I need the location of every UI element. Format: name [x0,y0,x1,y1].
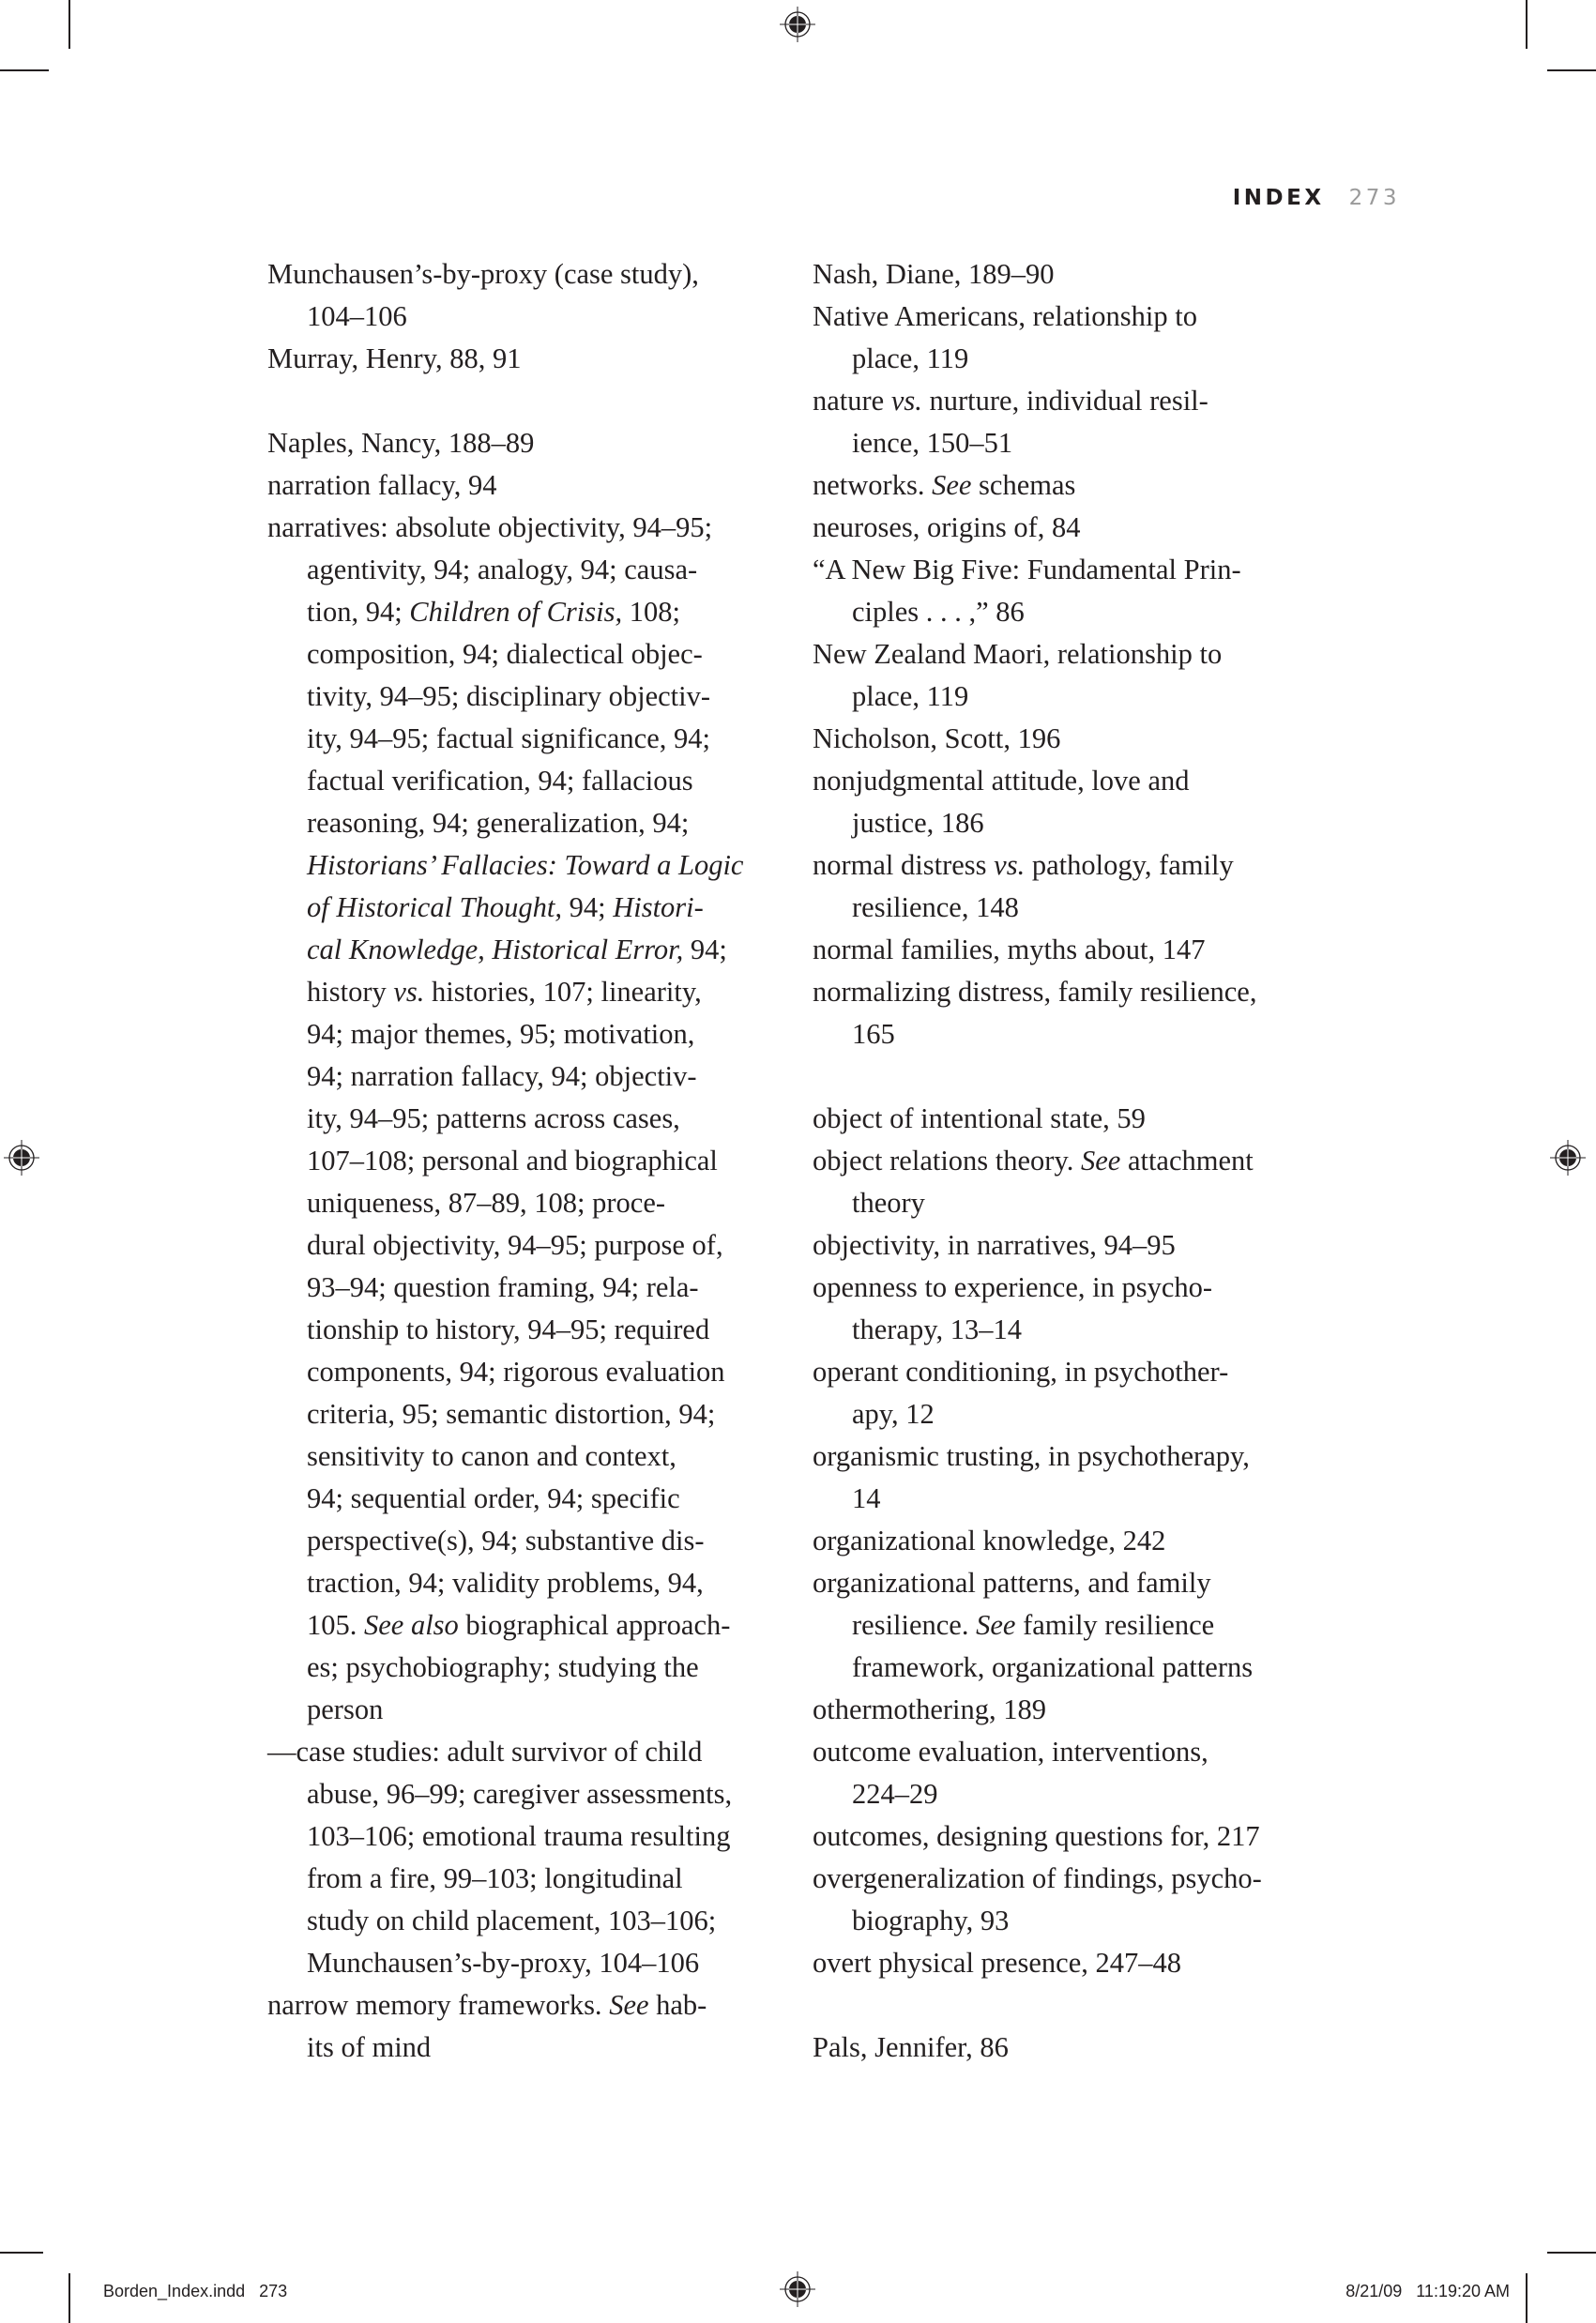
entry-text: Naples, Nancy, 188–89 [267,427,535,459]
index-entry [813,296,1338,338]
crop-mark-bottom-right [1526,2273,1528,2323]
italic-text: See [976,1609,1016,1641]
letter-group-gap [813,1984,1338,2027]
entry-text: es; psychobiography; studying the [307,1651,699,1683]
entry-text: resilience. [852,1609,977,1641]
index-entry-continuation [267,718,793,760]
index-entry [813,549,1338,591]
index-column-left [267,253,793,2069]
entry-text: tivity, 94–95; disciplinary objectiv- [307,680,711,712]
registration-target-icon [780,7,815,42]
entry-text: Munchausen’s-by-proxy, 104–106 [307,1947,700,1979]
index-entry-continuation [267,887,793,929]
index-entry-continuation [267,1435,793,1478]
index-entry-continuation [267,1309,793,1351]
entry-text: agentivity, 94; analogy, 94; causa- [307,554,698,585]
index-entry-continuation [267,1562,793,1604]
index-entry-continuation [267,844,793,887]
entry-text: tion, 94; [307,596,410,628]
entry-text: 94; major themes, 95; motivation, [307,1018,695,1050]
entry-text: abuse, 96–99; caregiver assessments, [307,1778,733,1810]
index-entry-continuation [267,1055,793,1098]
index-entry [267,422,793,464]
entry-text: organismic trusting, in psychotherapy, [813,1440,1250,1472]
index-entry [813,929,1338,971]
index-entry-continuation [267,296,793,338]
entry-text: 107–108; personal and biographical [307,1145,718,1177]
entry-text: overgeneralization of findings, psycho- [813,1862,1262,1894]
index-entry-continuation [813,1309,1338,1351]
entry-text: 165 [852,1018,895,1050]
crop-mark-top-right-h [1547,69,1596,71]
entry-text: openness to experience, in psycho- [813,1271,1213,1303]
entry-text: 93–94; question framing, 94; rela- [307,1271,699,1303]
entry-text: “A New Big Five: Fundamental Prin- [813,554,1241,585]
entry-text: family resilience [1015,1609,1215,1641]
entry-text: neuroses, origins of, 84 [813,511,1081,543]
entry-text: pathology, family [1025,849,1234,881]
index-entry-continuation [267,802,793,844]
entry-text: 103–106; emotional trauma resulting [307,1820,731,1852]
running-head [1233,186,1400,210]
italic-text: of Historical Thought, [307,891,562,923]
entry-text: overt physical presence, 247–48 [813,1947,1181,1979]
index-entry-continuation [267,1942,793,1984]
entry-text: nurture, individual resil- [921,385,1208,417]
entry-text: biography, 93 [852,1905,1010,1936]
index-entry-continuation [813,591,1338,633]
index-entry-continuation [267,1140,793,1182]
index-entry [813,380,1338,422]
index-entry-continuation [267,2027,793,2069]
entry-text: place, 119 [852,342,969,374]
italic-text: See [1080,1145,1121,1177]
index-entry-continuation [267,1098,793,1140]
entry-text: its of mind [307,2031,432,2063]
index-entry [267,1731,793,1773]
index-entry [813,2027,1338,2069]
entry-text: 224–29 [852,1778,938,1810]
entry-text: objectivity, in narratives, 94–95 [813,1229,1176,1261]
running-head-title: INDEX [1232,186,1325,210]
index-entry [813,1140,1338,1182]
index-entry [813,971,1338,1013]
entry-text: resilience, 148 [852,891,1019,923]
entry-text: normalizing distress, family resilience, [813,976,1257,1008]
index-entry-continuation [267,633,793,676]
entry-text: operant conditioning, in psychother- [813,1356,1229,1388]
index-entry [813,718,1338,760]
crop-mark-top-right [1526,0,1528,49]
index-column-right [813,253,1338,2069]
index-entry-continuation [267,1182,793,1224]
index-entry-continuation [813,422,1338,464]
index-entry-continuation [813,1013,1338,1055]
index-entry-continuation [813,1182,1338,1224]
registration-target-icon [1550,1140,1586,1176]
index-entry [813,633,1338,676]
entry-text: narration fallacy, 94 [267,469,497,501]
index-entry [813,1815,1338,1858]
index-entry [813,1267,1338,1309]
entry-text: person [307,1693,384,1725]
slug-filename: Borden_Index.indd 273 [103,2282,288,2300]
entry-text: uniqueness, 87–89, 108; proce- [307,1187,666,1219]
index-entry [267,464,793,507]
entry-text: ciples . . . ,” 86 [852,596,1025,628]
entry-text: place, 119 [852,680,969,712]
entry-text: schemas [971,469,1076,501]
index-entry [813,1562,1338,1604]
entry-text: Murray, Henry, 88, 91 [267,342,522,374]
index-entry [813,1858,1338,1900]
italic-text: Children of Crisis, [409,596,623,628]
index-entry [813,844,1338,887]
index-entry [267,507,793,549]
entry-text: reasoning, 94; generalization, 94; [307,807,690,839]
index-entry-continuation [267,1520,793,1562]
letter-group-gap [267,380,793,422]
entry-text: perspective(s), 94; substantive dis- [307,1525,705,1556]
entry-text: 94; [683,934,727,965]
entry-text: criteria, 95; semantic distortion, 94; [307,1398,716,1430]
entry-text: Native Americans, relationship to [813,300,1197,332]
entry-text: traction, 94; validity problems, 94, [307,1567,704,1599]
italic-text: vs. [994,849,1026,881]
italic-text: See [609,1989,649,2021]
index-entry-continuation [267,1013,793,1055]
entry-text: history [307,976,394,1008]
registration-target-icon [780,2271,815,2307]
entry-text: organizational knowledge, 242 [813,1525,1166,1556]
index-entry-continuation [267,1267,793,1309]
italic-text: vs. [393,976,425,1008]
entry-text: biographical approach- [458,1609,731,1641]
entry-text: apy, 12 [852,1398,935,1430]
crop-mark-bottom-right-h [1547,2252,1596,2254]
crop-mark-top-left [68,0,70,49]
index-entry-continuation [267,1393,793,1435]
entry-text: 14 [852,1482,881,1514]
index-entry [267,253,793,296]
index-entry [813,1351,1338,1393]
entry-text: justice, 186 [852,807,984,839]
index-entry-continuation [813,1647,1338,1689]
entry-text: normal families, myths about, 147 [813,934,1206,965]
entry-text: 94; narration fallacy, 94; objectiv- [307,1060,697,1092]
index-entry-continuation [267,1478,793,1520]
entry-text: normal distress [813,849,995,881]
crop-mark-top-left-h [0,69,49,71]
index-entry-continuation [267,1224,793,1267]
index-entry-continuation [813,887,1338,929]
index-entry-continuation [267,549,793,591]
index-entry [813,1098,1338,1140]
page-number: 273 [1348,186,1400,210]
index-entry-continuation [267,1858,793,1900]
index-entry-continuation [813,1604,1338,1647]
entry-text: organizational patterns, and family [813,1567,1211,1599]
entry-text: ience, 150–51 [852,427,1013,459]
entry-text: nature [813,385,891,417]
entry-text: Nash, Diane, 189–90 [813,258,1055,290]
entry-text: object of intentional state, 59 [813,1102,1146,1134]
index-entry-continuation [267,1647,793,1689]
entry-text: New Zealand Maori, relationship to [813,638,1223,670]
index-entry [267,1984,793,2027]
index-entry-continuation [813,1773,1338,1815]
entry-text: 105. [307,1609,364,1641]
entry-text: 108; [622,596,680,628]
entry-text: 94; sequential order, 94; specific [307,1482,680,1514]
entry-text: outcomes, designing questions for, 217 [813,1820,1260,1852]
entry-text: nonjudgmental attitude, love and [813,765,1190,797]
entry-text: othermothering, 189 [813,1693,1047,1725]
entry-text: Nicholson, Scott, 196 [813,722,1061,754]
index-entry [813,760,1338,802]
entry-text: narrow memory frameworks. [267,1989,610,2021]
entry-text: ity, 94–95; factual significance, 94; [307,722,710,754]
italic-text: Historians’ Fallacies: Toward a Logic [307,849,744,881]
entry-text: framework, organizational patterns [852,1651,1254,1683]
entry-text: —case studies: adult survivor of child [267,1736,703,1768]
index-entry-continuation [267,1815,793,1858]
index-entry-continuation [267,929,793,971]
entry-text: therapy, 13–14 [852,1313,1022,1345]
entry-text: composition, 94; dialectical objec- [307,638,703,670]
index-entry [813,1224,1338,1267]
index-entry-continuation [267,1604,793,1647]
crop-mark-bottom-left-h [0,2252,43,2254]
entry-text: 104–106 [307,300,407,332]
italic-text: See [932,469,972,501]
index-entry-continuation [267,1689,793,1731]
entry-text: sensitivity to canon and context, [307,1440,676,1472]
index-entry-continuation [813,1478,1338,1520]
entry-text: dural objectivity, 94–95; purpose of, [307,1229,723,1261]
index-entry [813,1520,1338,1562]
entry-text: attachment [1120,1145,1254,1177]
index-entry-continuation [267,676,793,718]
index-entry-continuation [267,971,793,1013]
index-entry [813,1942,1338,1984]
index-entry-continuation [267,591,793,633]
entry-text: narratives: absolute objectivity, 94–95; [267,511,713,543]
index-entry-continuation [267,1900,793,1942]
entry-text: hab- [648,1989,707,2021]
italic-text: vs. [890,385,922,417]
index-entry-continuation [267,760,793,802]
index-entry [813,1689,1338,1731]
slug-timestamp: 8/21/09 11:19:20 AM [1345,2282,1510,2300]
entry-text: components, 94; rigorous evaluation [307,1356,725,1388]
index-entry-continuation [813,338,1338,380]
index-entry-continuation [267,1773,793,1815]
index-entry [267,338,793,380]
index-entry-continuation [813,1393,1338,1435]
entry-text: study on child placement, 103–106; [307,1905,717,1936]
entry-text: ity, 94–95; patterns across cases, [307,1102,680,1134]
index-entry [813,507,1338,549]
italic-text: Histori- [613,891,704,923]
entry-text: outcome evaluation, interventions, [813,1736,1208,1768]
letter-group-gap [813,1055,1338,1098]
entry-text: 94; [561,891,614,923]
index-entry-continuation [813,802,1338,844]
italic-text: cal Knowledge, Historical Error, [307,934,684,965]
index-entry-continuation [267,1351,793,1393]
entry-text: networks. [813,469,933,501]
entry-text: histories, 107; linearity, [424,976,702,1008]
entry-text: factual verification, 94; fallacious [307,765,693,797]
index-entry-continuation [813,1900,1338,1942]
entry-text: Pals, Jennifer, 86 [813,2031,1009,2063]
index-entry [813,253,1338,296]
crop-mark-bottom-left [68,2273,70,2323]
index-entry [813,464,1338,507]
entry-text: from a fire, 99–103; longitudinal [307,1862,683,1894]
italic-text: See also [364,1609,459,1641]
index-entry [813,1731,1338,1773]
entry-text: Munchausen’s-by-proxy (case study), [267,258,699,290]
index-entry [813,1435,1338,1478]
entry-text: theory [852,1187,925,1219]
registration-target-icon [4,1140,39,1176]
index-entry-continuation [813,676,1338,718]
entry-text: tionship to history, 94–95; required [307,1313,710,1345]
entry-text: object relations theory. [813,1145,1081,1177]
